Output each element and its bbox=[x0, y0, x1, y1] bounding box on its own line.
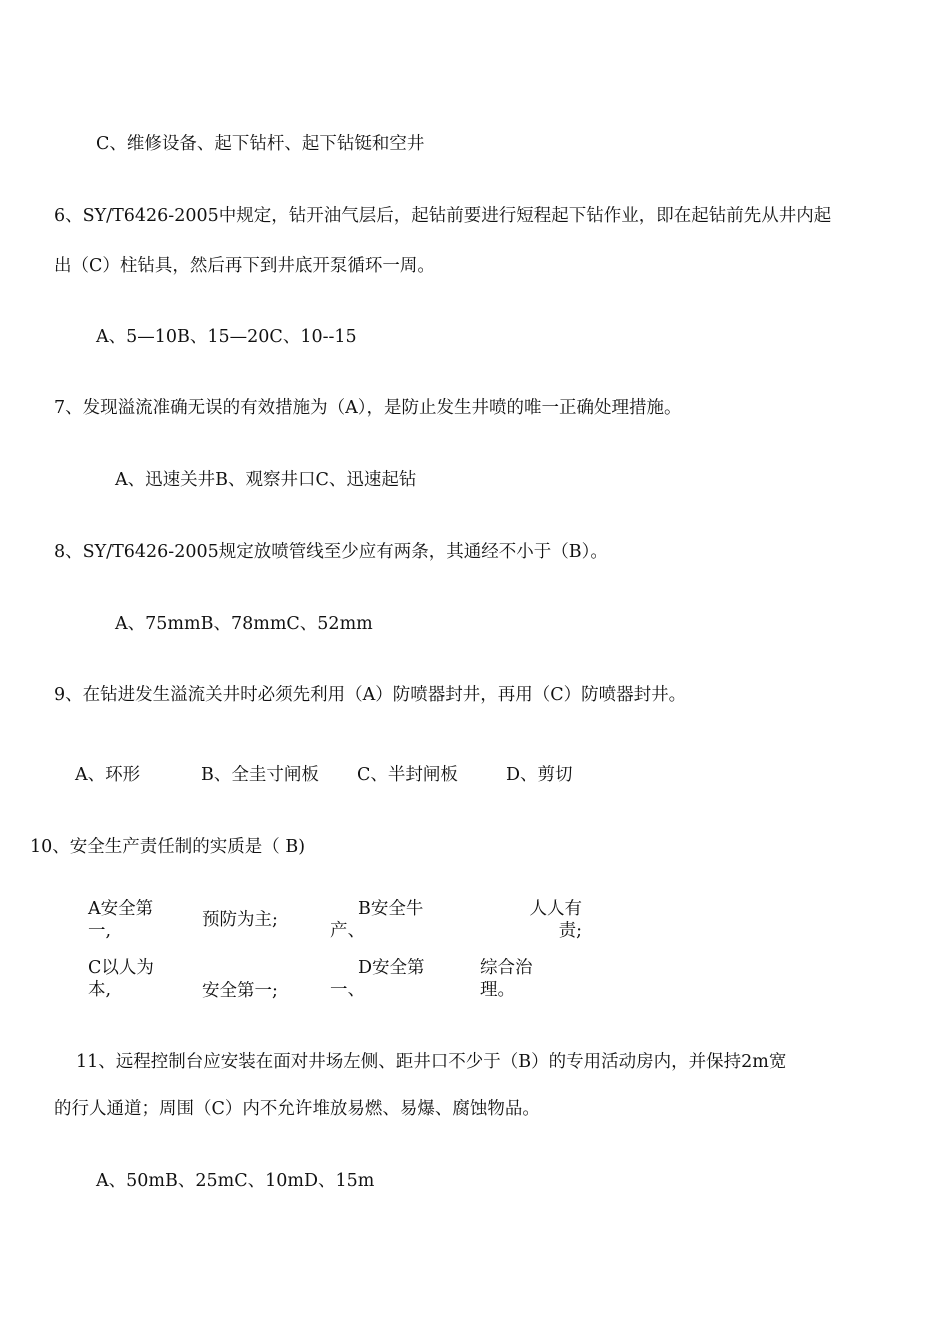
q11-text-line2: 的行人通道；周围（C）内不允许堆放易燃、易爆、腐蚀物品。 bbox=[54, 1099, 540, 1119]
q6-text-line2: 出（C）柱钻具，然后再下到井底开泵循环一周。 bbox=[54, 256, 435, 276]
q10-row1-col1: A安全第一, bbox=[88, 899, 154, 941]
q10-row1-col4: 人人有责; bbox=[529, 899, 582, 941]
q11-text-line1: 11、远程控制台应安装在面对井场左侧、距井口不少于（B）的专用活动房内，并保持2m宽 bbox=[76, 1052, 787, 1072]
q8-options: A、75mmB、78mmC、52mm bbox=[115, 614, 373, 634]
q9-option-c: C、半封闸板 bbox=[357, 765, 458, 785]
q10-row1-col2: 预防为主; bbox=[202, 910, 278, 930]
q9-option-a: A、环形 bbox=[75, 765, 141, 785]
q9-option-d: D、剪切 bbox=[506, 765, 573, 785]
q7-text: 7、发现溢流准确无误的有效措施为（A），是防止发生井喷的唯一正确处理措施。 bbox=[54, 398, 682, 418]
q7-options: A、迅速关井B、观察井口C、迅速起钻 bbox=[115, 470, 417, 490]
q9-option-b: B、全圭寸闸板 bbox=[201, 765, 319, 785]
q6-options: A、5—10B、15—20C、10--15 bbox=[96, 327, 357, 347]
q10-row2-col3: D安全第一、 bbox=[330, 958, 425, 1000]
q10-row2-col4: 综合治理。 bbox=[480, 958, 533, 1000]
q10-row2-col2: 安全第一; bbox=[202, 981, 278, 1001]
q9-text: 9、在钻进发生溢流关井时必须先利用（A）防喷器封井，再用（C）防喷器封井。 bbox=[54, 685, 687, 705]
q11-options: A、50mB、25mC、10mD、15m bbox=[96, 1171, 375, 1191]
q6-text-line1: 6、SY/T6426-2005中规定，钻开油气层后，起钻前要进行短程起下钻作业，即在起钻前先从井内起 bbox=[54, 206, 832, 226]
q8-text: 8、SY/T6426-2005规定放喷管线至少应有两条，其通经不小于（B）。 bbox=[54, 542, 608, 562]
q5-option-c: C、维修设备、起下钻杆、起下钻铤和空井 bbox=[96, 134, 425, 154]
q10-text: 10、安全生产责任制的实质是（ B) bbox=[30, 837, 306, 857]
q10-row1-col3: B安全牛产、 bbox=[330, 899, 424, 941]
q10-row2-col1: C以人为本, bbox=[88, 958, 154, 1000]
